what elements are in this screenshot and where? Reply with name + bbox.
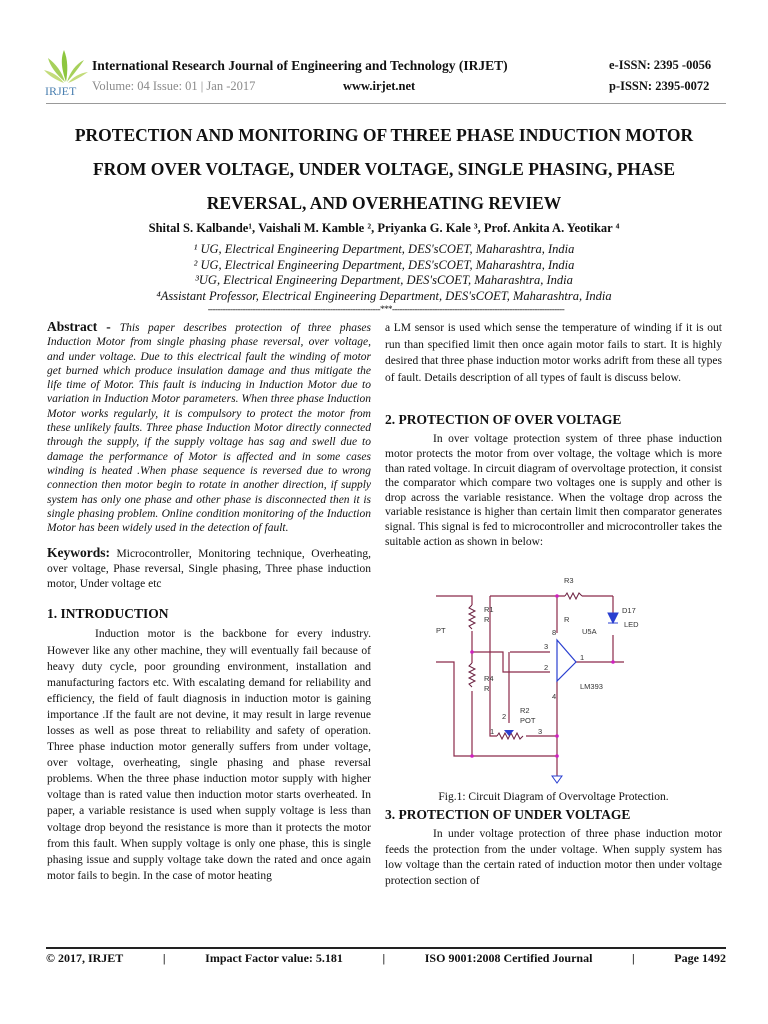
title-line: FROM OVER VOLTAGE, UNDER VOLTAGE, SINGLE PHASING, PHASE xyxy=(92,159,676,179)
section-2-heading: 2. PROTECTION OF OVER VOLTAGE xyxy=(385,412,622,428)
affiliation: ¹ UG, Electrical Engineering Department, DES'sCOET, Maharashtra, India xyxy=(193,242,575,256)
affiliation: ⁴Assistant Professor, Electrical Engineering Department, DES'sCOET, Maharashtra, India xyxy=(156,289,612,304)
label-r1-value: R xyxy=(484,615,490,625)
led-symbol xyxy=(608,613,618,623)
footer-divider xyxy=(46,947,726,949)
abstract xyxy=(47,320,371,535)
label-u5a: U5A xyxy=(582,627,597,637)
label-pot-pin2: 2 xyxy=(502,712,507,722)
label-pot: POT xyxy=(520,716,536,726)
paper-title xyxy=(30,118,738,220)
label-r3: R3 xyxy=(564,576,574,586)
label-r: R xyxy=(564,615,570,625)
page-footer xyxy=(46,951,726,966)
keywords-label: Keywords: xyxy=(47,545,110,561)
keywords xyxy=(47,545,371,592)
affiliation: ² UG, Electrical Engineering Department, DES'sCOET, Maharashtra, India xyxy=(193,257,575,272)
label-d17: D17 xyxy=(622,606,636,616)
figure-1-caption: Fig.1: Circuit Diagram of Overvoltage Protection. xyxy=(438,791,669,804)
journal-name: International Research Journal of Engineering and Technology (IRJET) xyxy=(92,58,508,73)
footer-separator: | xyxy=(382,951,386,965)
label-led: LED xyxy=(624,620,639,630)
title-line: REVERSAL, AND OVERHEATING REVIEW xyxy=(206,193,562,213)
label-pt: PT xyxy=(436,626,446,636)
p-issn: p-ISSN: 2395-0072 xyxy=(609,79,710,93)
e-issn: e-ISSN: 2395 -0056 xyxy=(609,58,712,72)
volume-issue: Volume: 04 Issue: 01 | Jan -2017 xyxy=(92,79,256,93)
affiliation: ³UG, Electrical Engineering Department, DES'sCOET, Maharashtra, India xyxy=(195,273,573,288)
section-separator: ---------------------------------------------------------------------***--------------------------------------------------------------------- xyxy=(207,304,565,314)
resistor-r3 xyxy=(565,593,582,599)
section-1-heading: 1. INTRODUCTION xyxy=(47,606,169,622)
section-3-heading: 3. PROTECTION OF UNDER VOLTAGE xyxy=(385,807,631,823)
resistor-r4 xyxy=(469,663,475,687)
label-pin2: 2 xyxy=(544,663,549,673)
journal-url[interactable]: www.irjet.net xyxy=(343,79,416,93)
right-column xyxy=(385,320,722,889)
section-3-text: In under voltage protection of three phase induction motor feeds the protection from the under voltage. When supply system has low voltage than the certain rated of induction motor then under voltage protection section of xyxy=(385,828,722,887)
label-r2: R2 xyxy=(520,706,530,716)
header-divider xyxy=(46,103,726,104)
label-pin8: 8 xyxy=(552,628,557,638)
label-r1: R1 xyxy=(484,605,494,615)
label-r4: R4 xyxy=(484,674,494,684)
footer-page-number: Page 1492 xyxy=(674,951,726,965)
section-1-text: Induction motor is the backbone for every industry. However like any other machine, they will eventually fail because of heavy duty cycle, poor grounding environment, installation and manufacturing factors etc. With escalating demand for reliability and efficiency, the field of fault diagnosis in induction motor is gaining importance .If the fault are not devine, it may result in large revenue losses as well as pose threat to reliability and safety of operation. Three phase induction motor generally suffers from under voltage, over voltage, overheating, single phasing and phase reversal problems. When the three phase induction motor supply with higher voltage than is rated value then induction motor starts overheated. In paper, a variable resistance is used when supply voltage is less than voltage drop beyond the resistance is more than it protects the motor from this fault. When supply voltage is only one phase, this is single phasing issue and supply voltage take down the rated and once again motor fails to begin. In the case of motor heating xyxy=(47,628,371,882)
footer-iso: ISO 9001:2008 Certified Journal xyxy=(424,951,593,965)
label-pin1: 1 xyxy=(580,653,585,663)
title-line: PROTECTION AND MONITORING OF THREE PHASE INDUCTION MOTOR xyxy=(74,125,694,145)
section-2-text: In over voltage protection system of three phase induction motor protects the motor from over voltage, the voltage which is more than rated voltage. In circuit diagram of overvoltage protection, it consist the comparator which compare two voltages one is supply and other is drop across the variable resistance. When the voltage drop across the variable resistance is higher than certain limit then comparator generates signal. This signal is fed to microcontroller and microcontroller takes the suitable action as shown in below: xyxy=(385,433,722,548)
label-pin3: 3 xyxy=(544,642,549,652)
irjet-logo xyxy=(44,48,88,96)
label-pin4: 4 xyxy=(552,692,557,702)
footer-copyright: © 2017, IRJET xyxy=(46,951,124,965)
footer-separator: | xyxy=(632,951,635,965)
label-pot-pin1: 1 xyxy=(490,727,495,737)
abstract-label: Abstract - xyxy=(47,319,120,334)
abstract-text: This paper describes protection of three phases Induction Motor from single phasing phase reversal, over voltage, and under voltage. Due to this electrical fault the winding of motor get burned which produce insulation damage and thus mitigate the life time of Motor. This fault is inducing in Induction Motor due to variation in Induction Motor parameters. When three phase Induction Motor works regularly, it is compulsory to protect the motor from these unlikely faults. Three phase Induction Motor directly connected through the supply, if the supply voltage has sag and swell due to damage the performance of Motor is affected and in some cases winding is heated .When phase sequence is reversed due to wrong connection then motor begin to rotate in another direction, if supply system has only one phase and other phase is disconnected then it is single phasing problem. Online condition monitoring of the Induction Motor has been widely used in the detection of fault. xyxy=(47,322,372,535)
resistor-r1 xyxy=(469,605,475,629)
svg-text:IRJET: IRJET xyxy=(45,84,77,96)
affiliations xyxy=(40,242,728,305)
intro-continued-text: a LM sensor is used which sense the temperature of winding if it is out run than specified limit then once again motor fails to start. It is highly desired that three phase induction motor works adrift from these all types of fault. Details description of all types of fault is discuss below. xyxy=(385,322,722,384)
overvoltage-circuit-diagram xyxy=(420,563,670,789)
label-r4-value: R xyxy=(484,684,490,694)
keywords-text: Microcontroller, Monitoring technique, Overheating, over voltage, Phase reversal, Single phasing, Three phase induction motor, Under voltage etc xyxy=(47,548,371,591)
authors: Shital S. Kalbande¹, Vaishali M. Kamble ², Priyanka G. Kale ³, Prof. Ankita A. Yeotikar ⁴ xyxy=(148,221,620,235)
footer-impact-factor: Impact Factor value: 5.181 xyxy=(205,951,343,965)
label-chip: LM393 xyxy=(580,682,603,692)
footer-separator: | xyxy=(162,951,166,965)
ground-icon xyxy=(552,776,562,783)
label-pot-pin3: 3 xyxy=(538,727,543,737)
comparator-symbol xyxy=(557,640,576,681)
left-column xyxy=(47,320,371,884)
